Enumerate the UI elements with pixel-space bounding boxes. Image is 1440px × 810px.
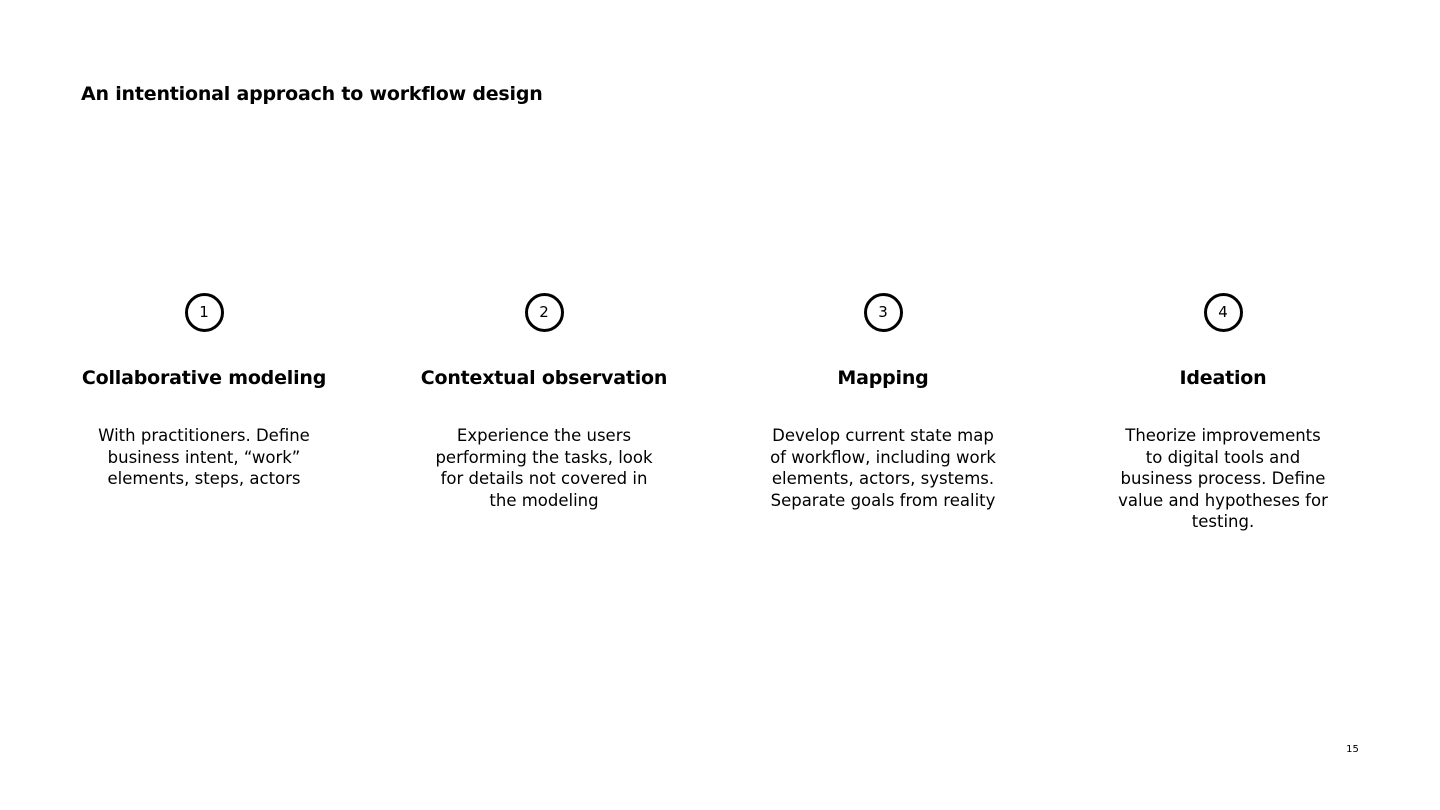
step-number-badge: 4 bbox=[1204, 293, 1243, 332]
step-description: With practitioners. Define business intent, “work” elements, steps, actors bbox=[98, 426, 310, 488]
step-contextual-observation bbox=[414, 293, 674, 511]
step-ideation bbox=[1093, 293, 1353, 533]
step-heading: Contextual observation bbox=[420, 367, 668, 389]
step-number-badge: 3 bbox=[864, 293, 903, 332]
step-heading: Collaborative modeling bbox=[81, 367, 327, 389]
step-collaborative-modeling bbox=[74, 293, 334, 490]
step-mapping bbox=[753, 293, 1013, 511]
step-heading: Mapping bbox=[837, 367, 929, 389]
step-heading: Ideation bbox=[1179, 367, 1267, 389]
page-number: 15 bbox=[1346, 744, 1359, 755]
step-description: Experience the users performing the tasks, look for details not covered in the modeling bbox=[435, 426, 653, 510]
step-description: Develop current state map of workflow, including work elements, actors, systems. Separate goals from reality bbox=[770, 426, 996, 510]
slide-title: An intentional approach to workflow design bbox=[81, 83, 543, 105]
step-number-badge: 2 bbox=[525, 293, 564, 332]
step-description: Theorize improvements to digital tools and business process. Define value and hypotheses for testing. bbox=[1118, 426, 1328, 531]
step-number-badge: 1 bbox=[185, 293, 224, 332]
